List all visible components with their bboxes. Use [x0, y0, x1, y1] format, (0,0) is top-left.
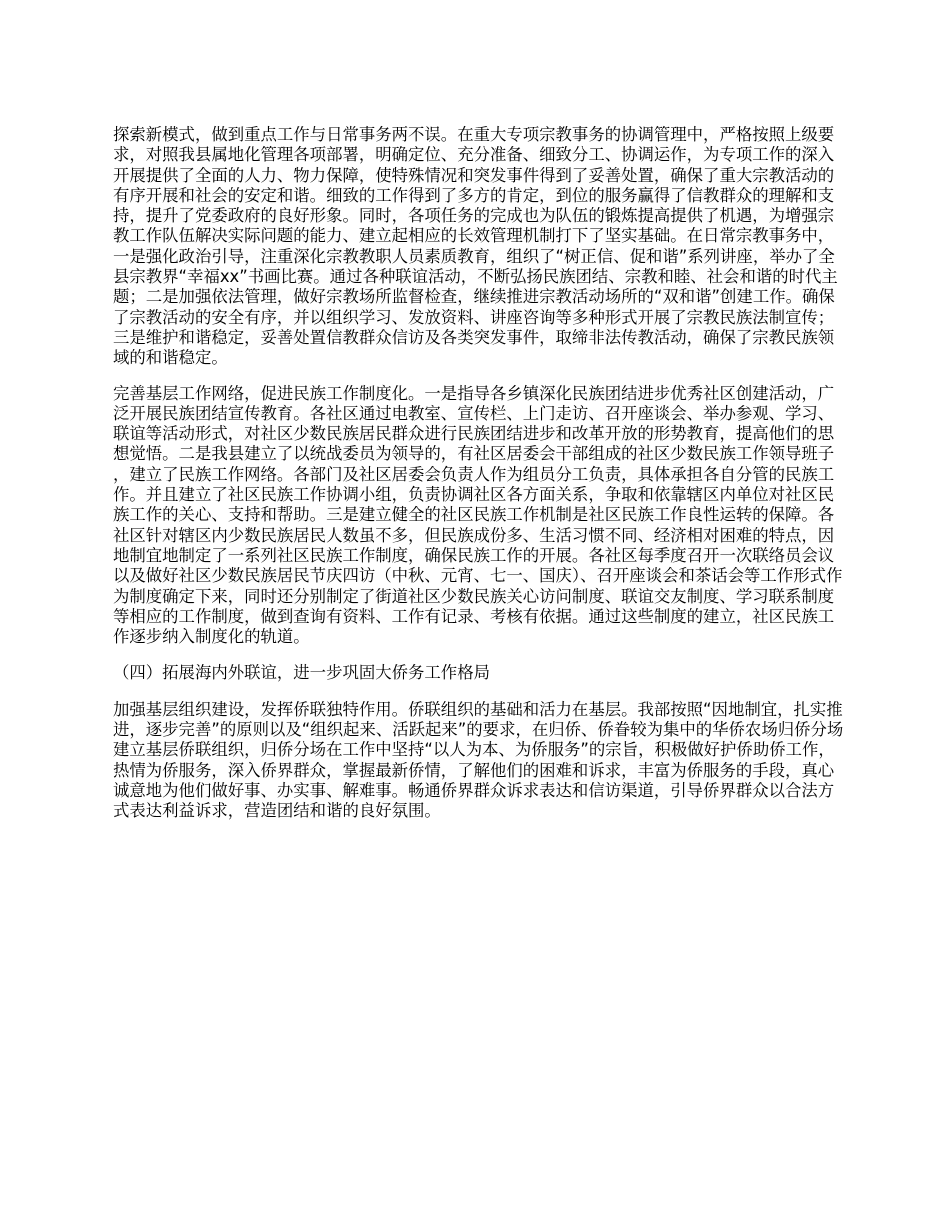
section-heading: （四）拓展海内外联谊，进一步巩固大侨务工作格局 [113, 663, 490, 683]
document-page [113, 125, 850, 822]
paragraph-overseas-chinese-federation: 加强基层组织建设，发挥侨联独特作用。侨联组织的基础和活力在基层。我部按照“因地制宜，扎实推进，逐步完善”的原则以及“组织起来、活跃起来”的要求，在归侨、侨眷较为集中的华侨农场归侨分场建立基层侨联组织，归侨分场在工作中坚持“以人为本、为侨服务”的宗旨，积极做好护侨助侨工作，热情为侨服务，深入侨界群众，掌握最新侨情，了解他们的困难和诉求，丰富为侨服务的手段，真心诚意地为他们做好事、办实事、解难事。畅通侨界群众诉求表达和信访渠道，引导侨界群众以合法方式表达利益诉求，营造团结和谐的良好氛围。 [113, 699, 844, 821]
paragraph-ethnic-work-network: 完善基层工作网络，促进民族工作制度化。一是指导各乡镇深化民族团结进步优秀社区创建活动，广泛开展民族团结宣传教育。各社区通过电教室、宣传栏、上门走访、召开座谈会、举办参观、学习、联谊等活动形式，对社区少数民族居民群众进行民族团结进步和改革开放的形势教育，提高他们的思想觉悟。二是我县建立了以统战委员为领导的，有社区居委会干部组成的社区少数民族工作领导班子，建立了民族工作网络。各部门及社区居委会负责人作为组员分工负责，具体承担各自分管的民族工作。并且建立了社区民族工作协调小组，负责协调社区各方面关系，争取和依靠辖区内单位对社区民族工作的关心、支持和帮助。三是建立健全的社区民族工作机制是社区民族工作良性运转的保障。各社区针对辖区内少数民族居民人数虽不多，但民族成份多、生活习惯不同、经济相对困难的特点，因地制宜地制定了一系列社区民族工作制度，确保民族工作的开展。各社区每季度召开一次联络员会议以及做好社区少数民族居民节庆四访（中秋、元宵、七一、国庆）、召开座谈会和茶话会等工作形式作为制度确定下来，同时还分别制定了街道社区少数民族关心访问制度、联谊交友制度、学习联系制度等相应的工作制度，做到查询有资料、工作有记录、考核有依据。通过这些制度的建立，社区民族工作逐步纳入制度化的轨道。 [113, 383, 843, 647]
paragraph-religious-affairs: 探索新模式，做到重点工作与日常事务两不误。在重大专项宗教事务的协调管理中，严格按照上级要求，对照我县属地化管理各项部署，明确定位、充分准备、细致分工、协调运作，为专项工作的深入开展提供了全面的人力、物力保障，使特殊情况和突发事件得到了妥善处置，确保了重大宗教活动的有序开展和社会的安定和谐。细致的工作得到了多方的肯定，到位的服务赢得了信教群众的理解和支持，提升了党委政府的良好形象。同时，各项任务的完成也为队伍的锻炼提高提供了机遇，为增强宗教工作队伍解决实际问题的能力、建立起相应的长效管理机制打下了坚实基础。在日常宗教事务中，一是强化政治引导，注重深化宗教教职人员素质教育，组织了“树正信、促和谐”系列讲座，举办了全县宗教界“幸福xx”书画比赛。通过各种联谊活动，不断弘扬民族团结、宗教和睦、社会和谐的时代主题；二是加强依法管理，做好宗教场所监督检查，继续推进宗教活动场所的“双和谐”创建工作。确保了宗教活动的安全有序，并以组织学习、发放资料、讲座咨询等多种形式开展了宗教民族法制宣传；三是维护和谐稳定，妥善处置信教群众信访及各类突发事件，取缔非法传教活动，确保了宗教民族领域的和谐稳定。 [113, 125, 838, 368]
